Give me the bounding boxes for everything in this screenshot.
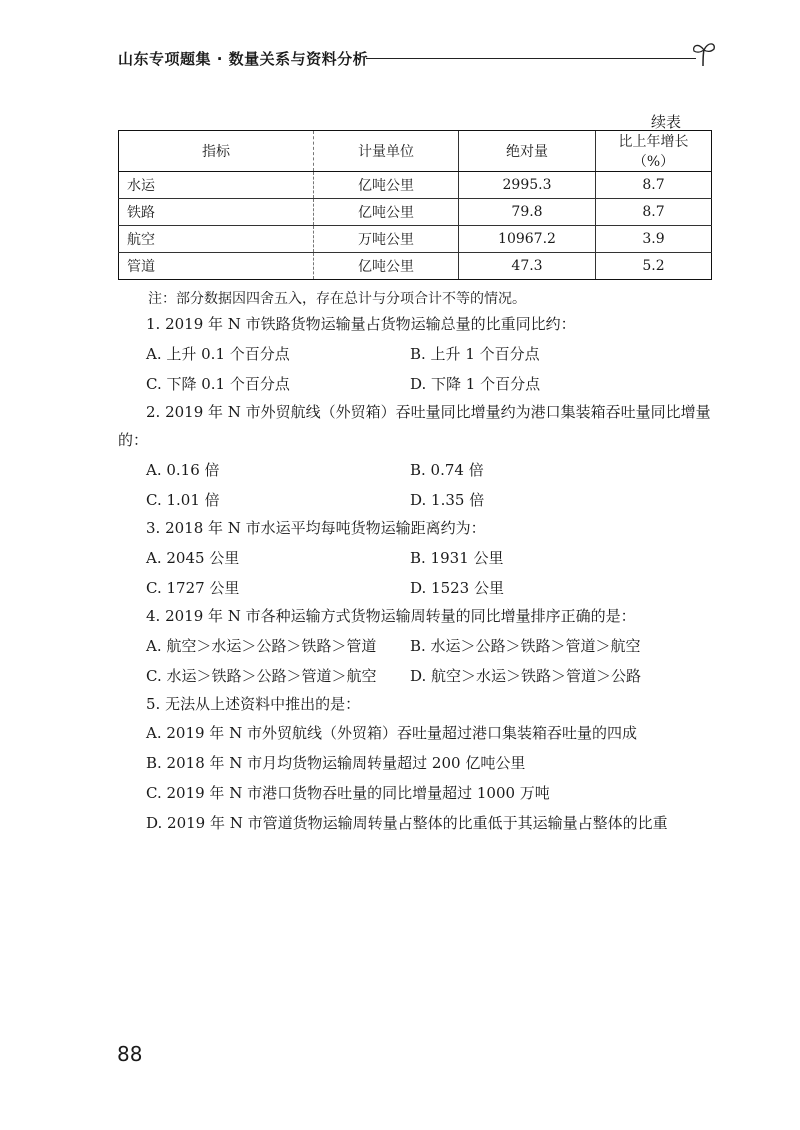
- option-row: [118, 368, 718, 398]
- option-d: D. 2019 年 N 市管道货物运输周转量占整体的比重低于其运输量占整体的比重: [146, 814, 668, 832]
- option-row: [118, 660, 718, 690]
- option-row: [118, 484, 718, 514]
- table-cell: 8.7: [596, 172, 712, 199]
- option-b: B. 水运＞公路＞铁路＞管道＞航空: [410, 636, 641, 655]
- option-b: B. 上升 1 个百分点: [410, 344, 540, 363]
- table-cell: 2995.3: [459, 172, 596, 199]
- option-c: C. 2019 年 N 市港口货物吞吐量的同比增量超过 1000 万吨: [146, 784, 550, 802]
- data-table: [118, 130, 712, 280]
- option-a: A. 上升 0.1 个百分点: [146, 344, 290, 363]
- page-header: [118, 46, 718, 70]
- column-header: 绝对量: [459, 131, 596, 172]
- column-header: 计量单位: [314, 131, 459, 172]
- table-cell: 航空: [119, 226, 314, 253]
- continued-label: 续表: [651, 113, 682, 131]
- question-stem: 1. 2019 年 N 市铁路货物运输量占货物运输总量的比重同比约：: [146, 315, 576, 333]
- option-c: C. 1727 公里: [146, 578, 240, 597]
- option-c: C. 下降 0.1 个百分点: [146, 374, 290, 393]
- page-number: 88: [117, 1042, 143, 1066]
- table-cell: 79.8: [459, 199, 596, 226]
- question-stem: 2. 2019 年 N 市外贸航线（外贸箱）吞吐量同比增量约为港口集装箱吞吐量同比增量的：: [118, 403, 711, 449]
- table-row: [119, 172, 712, 199]
- table-note: 注：部分数据因四舍五入，存在总计与分项合计不等的情况。: [148, 291, 526, 307]
- option-d: D. 下降 1 个百分点: [410, 374, 541, 393]
- option-a: A. 2045 公里: [146, 548, 240, 567]
- question-stem: 3. 2018 年 N 市水运平均每吨货物运输距离约为：: [146, 519, 486, 537]
- option-c: C. 水运＞铁路＞公路＞管道＞航空: [146, 666, 377, 685]
- option-row: [118, 542, 718, 572]
- table-cell: 5.2: [596, 253, 712, 280]
- table-cell: 亿吨公里: [314, 199, 459, 226]
- table-header-row: [119, 131, 712, 172]
- option-row: [118, 630, 718, 660]
- table-cell: 亿吨公里: [314, 172, 459, 199]
- column-header: 比上年增长（%）: [596, 131, 712, 172]
- table-cell: 管道: [119, 253, 314, 280]
- column-header: 指标: [119, 131, 314, 172]
- table-cell: 8.7: [596, 199, 712, 226]
- option-row: [118, 572, 718, 602]
- header-title: 山东专项题集 · 数量关系与资料分析: [118, 48, 374, 69]
- table-cell: 10967.2: [459, 226, 596, 253]
- table-cell: 铁路: [119, 199, 314, 226]
- table-cell: 水运: [119, 172, 314, 199]
- option-d: D. 1.35 倍: [410, 490, 485, 509]
- header-rule: [366, 58, 696, 59]
- option-row: [118, 338, 718, 368]
- questions-section: [118, 310, 718, 838]
- option-d: D. 航空＞水运＞铁路＞管道＞公路: [410, 666, 642, 685]
- option-c: C. 1.01 倍: [146, 490, 220, 509]
- option-d: D. 1523 公里: [410, 578, 504, 597]
- table-row: [119, 253, 712, 280]
- option-b: B. 1931 公里: [410, 548, 504, 567]
- table-row: [119, 199, 712, 226]
- sprout-icon: [688, 38, 718, 68]
- table-cell: 3.9: [596, 226, 712, 253]
- table-cell: 亿吨公里: [314, 253, 459, 280]
- table-cell: 47.3: [459, 253, 596, 280]
- question-stem: 4. 2019 年 N 市各种运输方式货物运输周转量的同比增量排序正确的是：: [146, 607, 636, 625]
- option-a: A. 2019 年 N 市外贸航线（外贸箱）吞吐量超过港口集装箱吞吐量的四成: [146, 724, 637, 742]
- option-b: B. 2018 年 N 市月均货物运输周转量超过 200 亿吨公里: [146, 754, 526, 772]
- option-a: A. 0.16 倍: [146, 460, 220, 479]
- option-a: A. 航空＞水运＞公路＞铁路＞管道: [146, 636, 377, 655]
- option-b: B. 0.74 倍: [410, 460, 484, 479]
- table-cell: 万吨公里: [314, 226, 459, 253]
- table-row: [119, 226, 712, 253]
- question-stem: 5. 无法从上述资料中推出的是：: [146, 695, 361, 713]
- option-row: [118, 454, 718, 484]
